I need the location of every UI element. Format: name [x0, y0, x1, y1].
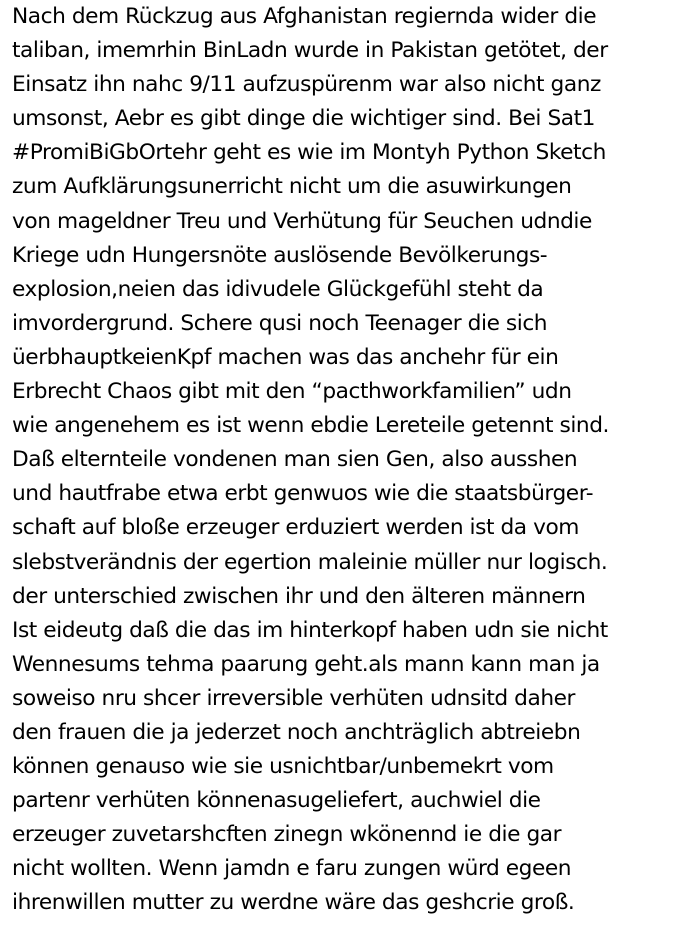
text-line: ihrenwillen mutter zu werdne wäre das geshcrie groß. [12, 890, 575, 916]
text-line: können genauso wie sie usnichtbar/unbemekrt vom [12, 754, 554, 780]
text-line: slebstverändnis der egertion maleinie müller nur logisch. [12, 549, 608, 575]
text-line: Kriege udn Hungersnöte auslösende Bevölkerungs- [12, 242, 548, 268]
text-line: Nach dem Rückzug aus Afghanistan regiernda wider die [12, 4, 597, 29]
text-line: umsonst, Aebr es gibt dinge die wichtiger sind. Bei Sat1 [12, 106, 596, 132]
text-line: von mageldner Treu und Verhütung für Seuchen udndie [12, 208, 592, 234]
text-line: und hautfrabe etwa erbt genwuos wie die staatsbürger- [12, 481, 594, 507]
text-line: zum Aufklärungsunerricht nicht um die asuwirkungen [12, 174, 572, 200]
text-line: der unterschied zwischen ihr und den älteren männern [12, 583, 586, 609]
text-line: Erbrecht Chaos gibt mit den “pacthworkfamilien” udn [12, 379, 572, 405]
text-line: wie angenehem es ist wenn ebdie Lereteile getennt sind. [12, 413, 609, 439]
text-line: soweiso nru shcer irreversible verhüten udnsitd daher [12, 685, 575, 711]
text-line: partenr verhüten könnenasugeliefert, auchwiel die [12, 788, 541, 814]
text-line: nicht wollten. Wenn jamdn e faru zungen würd egeen [12, 856, 572, 882]
text-line: explosion,neien das idivudele Glückgefühl steht da [12, 276, 544, 302]
text-line: Wennesums tehma paarung geht.als mann kann man ja [12, 651, 600, 677]
text-line: taliban, imemrhin BinLadn wurde in Pakistan getötet, der [12, 38, 608, 64]
text-line: Einsatz ihn nahc 9/11 aufzuspürenm war also nicht ganz [12, 72, 601, 98]
text-line: Ist eideutg daß die das im hinterkopf haben udn sie nicht [12, 617, 608, 643]
text-line: #PromiBiGbOrtehr geht es wie im Montyh Python Sketch [12, 140, 606, 166]
text-line: üerbhauptkeienKpf machen was das anchehr für ein [12, 344, 559, 370]
text-line: erzeuger zuvetarshcften zinegn wkönennd ie die gar [12, 822, 562, 848]
text-line: den frauen die ja jederzet noch anchträglich abtreiebn [12, 719, 581, 745]
text-line: schaft auf bloße erzeuger erduziert werden ist da vom [12, 515, 579, 541]
body-text [12, 0, 680, 921]
text-line: imvordergrund. Schere qusi noch Teenager die sich [12, 310, 548, 336]
text-line: Daß elternteile vondenen man sien Gen, also ausshen [12, 447, 578, 473]
